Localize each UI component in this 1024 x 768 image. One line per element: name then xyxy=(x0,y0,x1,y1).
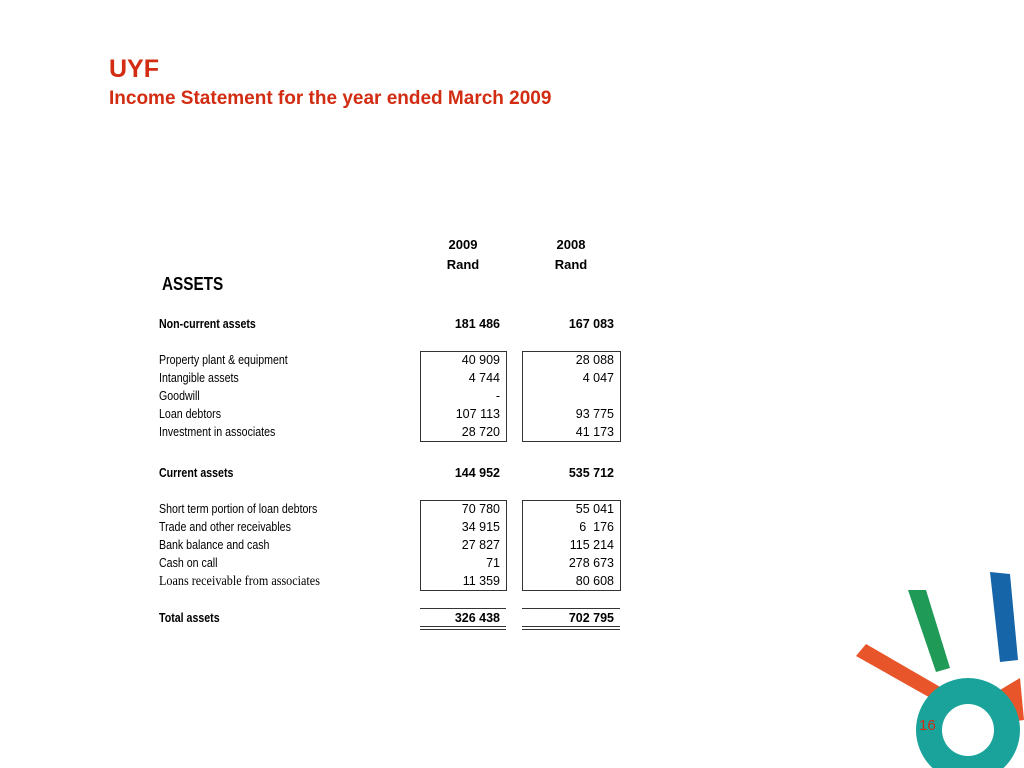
current-assets-2008: 535 712 xyxy=(568,466,614,480)
row-value-2009: 27 827 xyxy=(461,538,500,552)
row-value-2008: 80 608 xyxy=(575,574,614,588)
slide-title: UYF xyxy=(109,55,159,83)
row-value-2009: 11 359 xyxy=(462,574,500,588)
row-value-2008: 4 047 xyxy=(582,371,614,385)
total-top-rule-2008 xyxy=(522,608,620,609)
non-current-assets-2008: 167 083 xyxy=(568,317,614,331)
total-assets-2008: 702 795 xyxy=(568,611,614,625)
row-label: Intangible assets xyxy=(159,371,239,385)
current-assets-label: Current assets xyxy=(159,466,234,480)
green-ray xyxy=(908,590,950,672)
total-double-rule-2009 xyxy=(420,626,506,630)
row-value-2008: 41 173 xyxy=(575,425,614,439)
row-value-2009: 70 780 xyxy=(461,502,500,516)
row-value-2009: 40 909 xyxy=(461,353,500,367)
row-label: Investment in associates xyxy=(159,425,276,439)
total-double-rule-2008 xyxy=(522,626,620,630)
row-label: Property plant & equipment xyxy=(159,353,288,367)
total-assets-label: Total assets xyxy=(159,611,220,625)
row-value-2009: 71 xyxy=(486,556,500,570)
total-assets-2009: 326 438 xyxy=(454,611,500,625)
column-year-2009: 2009 xyxy=(448,237,478,252)
non-current-assets-2009: 181 486 xyxy=(454,317,500,331)
row-label: Cash on call xyxy=(159,556,218,570)
row-label: Bank balance and cash xyxy=(159,538,270,552)
page-number: 16 xyxy=(919,717,936,734)
row-value-2009: 107 113 xyxy=(455,407,500,421)
row-value-2008: 28 088 xyxy=(575,353,614,367)
logo-rays xyxy=(856,572,1024,768)
slide-subtitle: Income Statement for the year ended March 2009 xyxy=(109,88,552,109)
column-year-2008: 2008 xyxy=(556,237,586,252)
blue-ray xyxy=(990,572,1018,662)
column-unit-2009: Rand xyxy=(446,257,480,272)
orange-ray xyxy=(856,644,942,700)
row-value-2008: 278 673 xyxy=(568,556,614,570)
sun-swirl-logo xyxy=(850,560,1024,768)
row-label: Loan debtors xyxy=(159,407,222,421)
row-value-2008: 115 214 xyxy=(569,538,614,552)
column-unit-2008: Rand xyxy=(554,257,588,272)
row-label: Trade and other receivables xyxy=(159,520,291,534)
total-top-rule-2009 xyxy=(420,608,506,609)
current-assets-2009: 144 952 xyxy=(454,466,500,480)
non-current-assets-label: Non-current assets xyxy=(159,317,256,331)
row-value-2009: 28 720 xyxy=(461,425,500,439)
row-value-2008: 93 775 xyxy=(575,407,614,421)
row-label: Goodwill xyxy=(159,389,200,403)
row-value-2009: - xyxy=(495,389,500,403)
row-label: Short term portion of loan debtors xyxy=(159,502,318,516)
row-label: Loans receivable from associates xyxy=(159,573,320,588)
row-value-2009: 4 744 xyxy=(468,371,500,385)
row-value-2008: 55 041 xyxy=(575,502,614,516)
row-value-2008: 6 176 xyxy=(579,520,614,534)
row-value-2009: 34 915 xyxy=(461,520,500,534)
section-heading-assets: ASSETS xyxy=(162,274,224,294)
